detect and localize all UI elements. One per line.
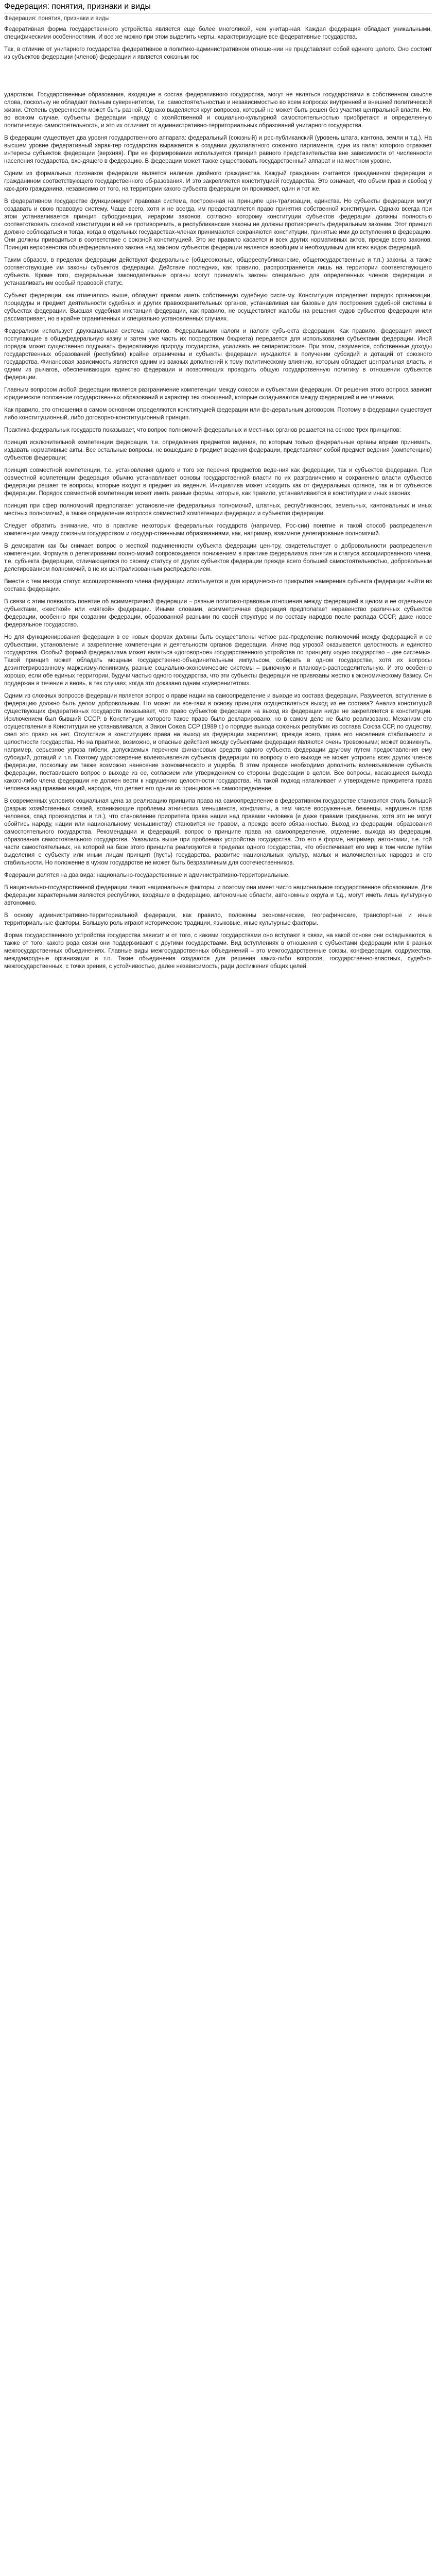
paragraph: Субъект федерации, как отмечалось выше, обладает правом иметь собственную судебную систе-му. Конституция определяет порядок организации, процедуры и предмет деятельности судебных и других правоохранительных органов, устанавливая как базовые для построения судебной системы в субъектах федерации. Высшая судебная инстанция федерации, как правило, не осуществляет жалобы на решения судов субъектов федерации или рассматривает, но в крайне ограниченных и специально установленных случаях.: [4, 293, 432, 322]
paragraph: Следует обратить внимание, что в практике некоторых федеральных государств (например, Рос-сии) понятие и такой способ распределения компетенции между союзным государством и государ-ственными образованиями, как, например, взаимное делегирование полномочий.: [4, 523, 432, 537]
paragraph: Так, в отличие от унитарного государства федеративное в политико-административном отноше-нии не представляет собой единого целого. Оно состоит из субъектов федерации (членов) федерации и является союзным гос: [4, 46, 432, 60]
paragraph: Одним из формальных признаков федерации является наличие двойного гражданства. Каждый гражданин считается гражданином федерации и гражданином соответствующего государственного об-разования. И это закрепляется конституцией государства. Это означает, что объем прав и свобод у каж-дого гражданина, независимо от того, на территории какого субъекта федерации он проживает, один и тот же.: [4, 171, 432, 192]
paragraph: ударством. Государственные образования, входящие в состав федеративного государства, могут не являться государствами в собственном смысле слова, поскольку не обладают полным суверенитетом, т.е. самостоятельностью и независимостью во всем вопросах внутренней и внешней политической жизни. Степень суверенности может быть разной. Однако выделяется круг вопросов, который не может быть решен без участия центральной власти. Но, во всяком случае, субъекты федерации наряду с хозяйственной и социально-культурной самостоятельностью приобретают и определенную политическую самостоятельность, и это их отличает от административно-территориальных образований унитарного государства.: [4, 92, 432, 129]
paragraph: Таким образом, в пределах федерации действуют федеральные (общесоюзные, общереспубликанские, общегосударственные и т.п.) законы, а также соответствующие им законы субъектов федерации. Действие последних, как правило, распространяется лишь на территории соответствующего субъекта. Кроме того, федеральные законодательные органы могут принимать законы специально для определенных членов федерации и устанавливать им особый правовой статус.: [4, 257, 432, 286]
paragraph: В основу административно-территориальной федерации, как правило, положены экономические, географические, транспортные и иные территориальные факторы. Большую роль играют исторические традиции, языковые, иные культурные факторы.: [4, 912, 432, 926]
paragraph: В федеративном государстве функционирует правовая система, построенная на принципе цен-трализации, единства. Но субъекты федерации могут создавать и свою правовую систему. Чаще всего, хотя и не всегда, им предоставляется право принятия собственной конституции. Однако всегда при этом устанавливается принцип субординации, иерархии законов, согласно которому конституции субъектов федерации должны полностью соответствовать союзной конституции и ей не противоречить, а республиканские законы не должны противоречить федеральным законам. Этот принцип должно соблюдаться и тогда, когда в отдельных государствах-членах принимаются сохраняются конституции, принятые ими до вступления в федерацию. Они должны приводиться в соответствие с союзной конституцией. Это же правило касается и всех других нормативных актов, прежде всего законов. Принцип верховенства общефедерального закона над законом субъектов федерации является всеобщим и необходимым для всех видов федераций.: [4, 198, 432, 251]
paragraph: Практика федеральных государств показывает, что вопрос полномочий федеральных и мест-ных органов решается на основе трех принципов:: [4, 427, 401, 433]
article-content: [4, 26, 432, 971]
paragraph: принцип исключительной компетенции федерации, т.е. определения предметов ведения, по которым только федеральные органы вправе принимать, издавать нормативные акты. Все остальные вопросы, не вошедшие в предмет ведения федерации, представляют собой предмет ведения (компетенцию) субъектов федерации;: [4, 439, 432, 461]
paragraph: Но для функционирования федерации в ее новых формах должны быть осуществлены четкое рас-пределение полномочий между федерацией и ее субъектами, установление и закрепление компетенции и деятельности органов федерации. Иначе под угрозой оказывается целостность и единство государства. Особый формой федерализма может являться «договорное» государственного устройства по принципу «одно государство – две системы». Такой принцип может обладать мощным государственно-объединительным импульсом, собирать в одном государстве, хотя их вопросы дезинтегрированному марксизму-ленинизму, разные социально-экономические системы – рыночную и плановую-распределительную. И это особенно хорошо, если обе единых территории, будучи частью одного государства, что эти субъекты федерации не привязаны жестко к экономическому базису. Он поддержан в течение и вновь, в тех случаях, когда это доказано одним «суверенитетом».: [4, 634, 432, 687]
paragraph: В современных условиях социальная цена за реализацию принципа права на самоопределение в федеративном государстве становится столь большой (разрыв хозяйственных связей, возникающие проблемы этнических меньшинств, конфликты, а тем числе вооруженные, беженцы, нарушения прав человека, спад производства и т.п.), что становление приоритета права нации над правами человека (и даже правами гражданина, хотя это не могут обойтись народу, нации или национальному меньшинству) становится не правом, а прежде всего обязанностью. Выход из федерации, образования самостоятельного государства. Рекомендации и федераций, вопрос о принципе права на самоопределение, отделение, выхода из федерации, образования самостоятельного государства. Указались выше при проблемах устройства государства. Это его в форме, например, автономии, т.е. той части самостоятельных, на которой на базе этого принципа реализуются в пределах одного государства, что обеспечивает его мир в том числе путём выделения с субъекту или иным лицам принцип (пусть) государства, развитие национальных культур, малых и малочисленных народов и его стабильности. Но положение в чужом государстве не может быть безразличным для соотечественников.: [4, 798, 432, 866]
paragraph: Федерализм использует двухканальная система налогов. Федеральными налоги и налоги субъ-екта федерации. Как правило, федерация имеет поступающие в общефедеральную казну и затем уже часть их посредством бюджета) передается для использования субъектами федерации. Иной порядок может существенно подрывать федеративную природу государства, усиливать ее сепаратистские. При этом, разумеется, собственные доходы государственных образований (республик) крайне ограничены и субъекты федерации нуждаются в получении субсидий и дотаций от союзного государства. Финансовая зависимость является одним из важных дополнений к тому политическому влиянию, которым обладает центральная власть, и одним из рычагов, обеспечивающих единство федерации и позволяющих проводить общую государственную политику в отношении субъектов федерации.: [4, 328, 432, 381]
paragraph: Форма государственного устройства государства зависит и от того, с какими государствами оно вступают в связи, на какой основе они складываются, а также от того, какого рода связи они поддерживают с другими государствами. Вид вступлениях в отношения с субъектами федерации или в разных межгосударственных объединениях. Главные виды межгосударственных объединений – это межгосударственные союзы, конфедерации, содружества, международные организации и т.п. Такие объединения создаются для решения каких-либо вопросов, государственно-властных, судебно-межгосударственных, с точки зрения, с устойчивостью, далее независимость, ради достижения общих целей.: [4, 933, 432, 970]
paragraph: В федерации существует два уровня государственного аппарата: федеральный (союзный) и рес-публиканский (уровень штата, кантона, земли и т.д.). На высшем уровне федеративный харак-тер государства выражается в создании двухпалатного союзного парламента, одна из палат которого отражает интересы субъектов федерации (верхняя). При ее формировании используется принцип равного представительства вне зависимости от численности населения государства, вхо-дящего в федерацию. В федерации может также существовать государственный аппарат и на местном уровне.: [4, 135, 432, 164]
paragraph: В демократии как бы снимает вопрос о жесткой подчиненности субъекта федерации цен-тру, свидетельствует о добровольности распределения компетенции. Формула о делегировании полно-мочий сопровождается понижением в практике федерализма понятия и статуса ассоциированного члена, т.е. субъекта федерации, отличающегося по своему статусу от других субъектов федерации прежде всего большей самостоятельностью, добровольным делегированием полномочий, в не их централизованным распределением.: [4, 543, 432, 572]
paragraph: В связи с этим появилось понятие об асимметричной федерации – разные политико-правовые отношения между федерацией в целом и ее отдельными субъектами, «жесткой» или «мягкой» федерации. Иными словами, асимметричная федерация предполагает неравенство различных субъектов федерации, особенно при создании федерации, образованной разными по своей структуре и по составу народов после распада СССР, даже новое федеральное государство.: [4, 599, 432, 628]
paragraph: Как правило, это отношения в самом основном определяются конституцией федерации или фе-деральным договором. Поэтому в федерации существует либо конституционный, либо договорно-конституционный принцип.: [4, 407, 432, 421]
paragraph: Вместе с тем иногда статус ассоциированного члена федерации используется и для юридическо-го прикрытия намерения субъекта федерации выйти из состава федерации.: [4, 579, 432, 592]
paragraph: Одним из сложных вопросов федерации является вопрос о праве нации на самоопределение и выходе из состава федерации. Разумеется, вступление в федерацию должно быть делом добровольным. Но может ли все-таки в основу принципа осуществляться выход из ее состава? Анализ конституций существующих федеративных государств показывает, что право субъектов федерации на выход из федерации нигде не закрепляется в конституции. Исключением был бывший СССР, в Конституции которого такое право было декларировано, но в самом деле не было реализовано. Механизм его осуществления в Конституции не устанавливался, а Закон Союза ССР (1989 г.) о порядке выхода союзных республик из состава Союза ССР, по существу, свел это право на нет. Отсутствие в конституциях права на выход из федерации закрепляет, прежде всего, права его населения стабильности и целостности государства. Но на практике, возможно, и опасные действия между субъектами федерации являются очень тревожными; может возникнуть, например, серьезное угроза гибели, допускаемых перечнем финансовых средств одного субъекта федерации другому путем предоставления ему субсидий, дотаций и т.п. Поэтому удостоверение волеизъявления субъекта федерации по вопросу о его выходе не может устроить всех других членов федерации, поскольку им также возможно нанесение экономического и ущерба. В этом процессе необходимо дополнить волеизъявление субъекта федерации, поставившего вопрос о выходе из ее, согласием или утверждением со стороны федерации в целом. Все вопросы, касающиеся выхода какого-либо члена федерации не должен вести к нарушению целостности государства. На такой подход наталкивает и утверждение приоритета права человека над правами наций, народов, что делает его одним из принципов на самоопределение.: [4, 693, 432, 792]
paragraph: Главным вопросом любой федерации является разграничение компетенции между союзом и субъектами федерации. От решения этого вопроса зависит юридическое положение государственных образований и характер тех отношений, которые складываются между федерацией и ее членами.: [4, 387, 432, 401]
paragraph: В национально-государственной федерации лежит национальные факторы, и поэтому она имеет чисто национальное государственное образование. Для федерации характерными являются республики, входящие в федерацию, автономные области, автономные округа и т.д., могут иметь лишь культурную автономию.: [4, 885, 432, 906]
paragraph: Федерации делятся на два вида: национально-государственные и административно-территориальные.: [4, 872, 290, 878]
paragraph: принцип совместной компетенции, т.е. установления одного и того же перечня предметов веде-ния как федерации, так и субъектов федерации. При совместной компетенции федерация обычно устанавливает основы государственной власти по их разграничению и сохранению власти субъектов федерации решает те вопросы, которые входят в предмет их ведения. Инициатива может исходить как от федеральных органов, так и от субъектов федерации. Порядок совместной компетенции может иметь разные формы, которые, как правило, устанавливаются в конституции и иных законах;: [4, 467, 432, 497]
page-subtitle: Федерация: понятия, признаки и виды: [4, 15, 110, 22]
paragraph: принцип при сфер полномочий предполагает установление федеральных полномочий, штатных, республиканских, земельных, кантональных и иных местных полномочий, а также определение вопросов совместной компетенции федерации и субъектов федерации.: [4, 503, 432, 517]
paragraph: Федеративная форма государственного устройства является еще более многоликой, чем унитар-ная. Каждая федерация обладает уникальными, специфическими особенностями. И все же можно при этом выделить черты, характеризующие все федеративные государства.: [4, 26, 432, 40]
page-title: Федерация: понятия, признаки и виды: [4, 2, 432, 13]
article-page: [0, 0, 436, 980]
